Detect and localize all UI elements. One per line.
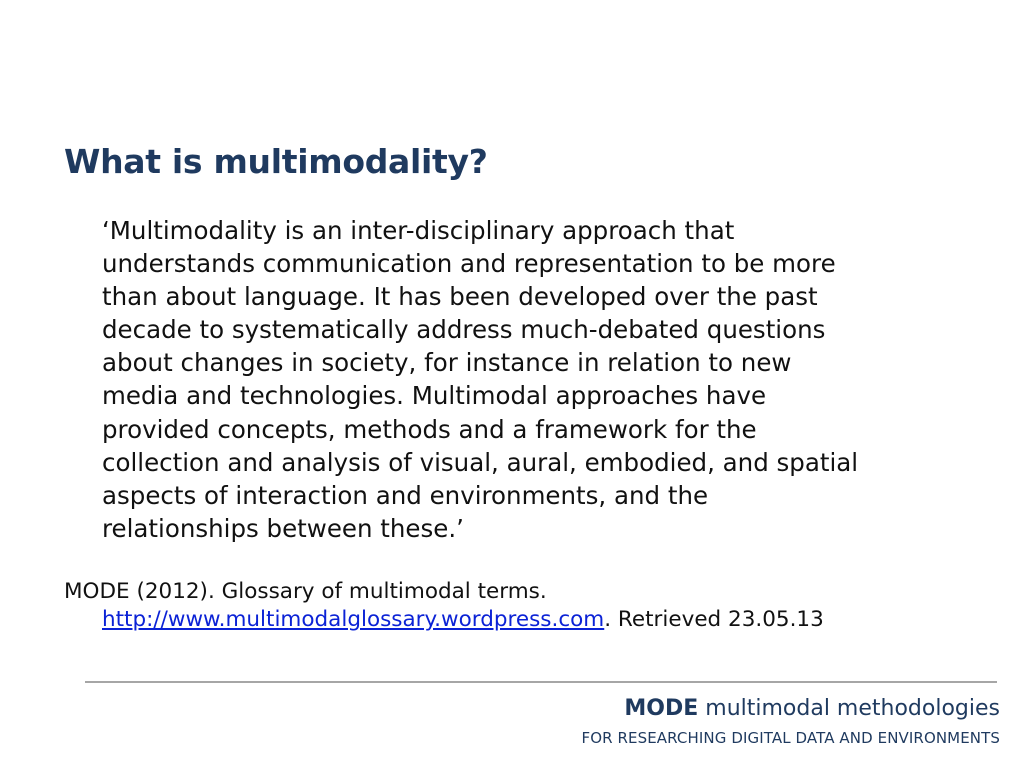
quote-line: decade to systematically address much-debated questions <box>102 315 826 345</box>
brand-name: MODE <box>624 696 699 721</box>
quote-line: relationships between these.’ <box>102 513 464 543</box>
reference-source <box>64 606 824 634</box>
footer-subtitle: FOR RESEARCHING DIGITAL DATA AND ENVIRONMENTS <box>581 729 1000 747</box>
quote-line: provided concepts, methods and a framework for the <box>102 414 757 444</box>
footer-brand <box>624 696 1000 721</box>
quote-line: understands communication and representation to be more <box>102 249 836 279</box>
quote-line: collection and analysis of visual, aural, embodied, and spatial <box>102 447 859 477</box>
quote-line: media and technologies. Multimodal approaches have <box>102 381 767 411</box>
footer-divider <box>85 681 997 683</box>
definition-quote <box>102 214 952 545</box>
quote-line: ‘Multimodality is an inter-disciplinary approach that <box>102 216 735 245</box>
slide-title: What is multimodality? <box>64 142 488 181</box>
brand-tagline: multimodal methodologies <box>705 696 1000 721</box>
quote-line: than about language. It has been developed over the past <box>102 282 818 312</box>
reference-link[interactable]: http://www.multimodalglossary.wordpress.com <box>102 607 605 632</box>
quote-line: aspects of interaction and environments, and the <box>102 480 709 510</box>
reference-retrieved: . Retrieved 23.05.13 <box>604 607 824 632</box>
quote-line: about changes in society, for instance in relation to new <box>102 348 792 378</box>
reference <box>64 578 824 634</box>
reference-citation: MODE (2012). Glossary of multimodal terms. <box>64 579 547 604</box>
